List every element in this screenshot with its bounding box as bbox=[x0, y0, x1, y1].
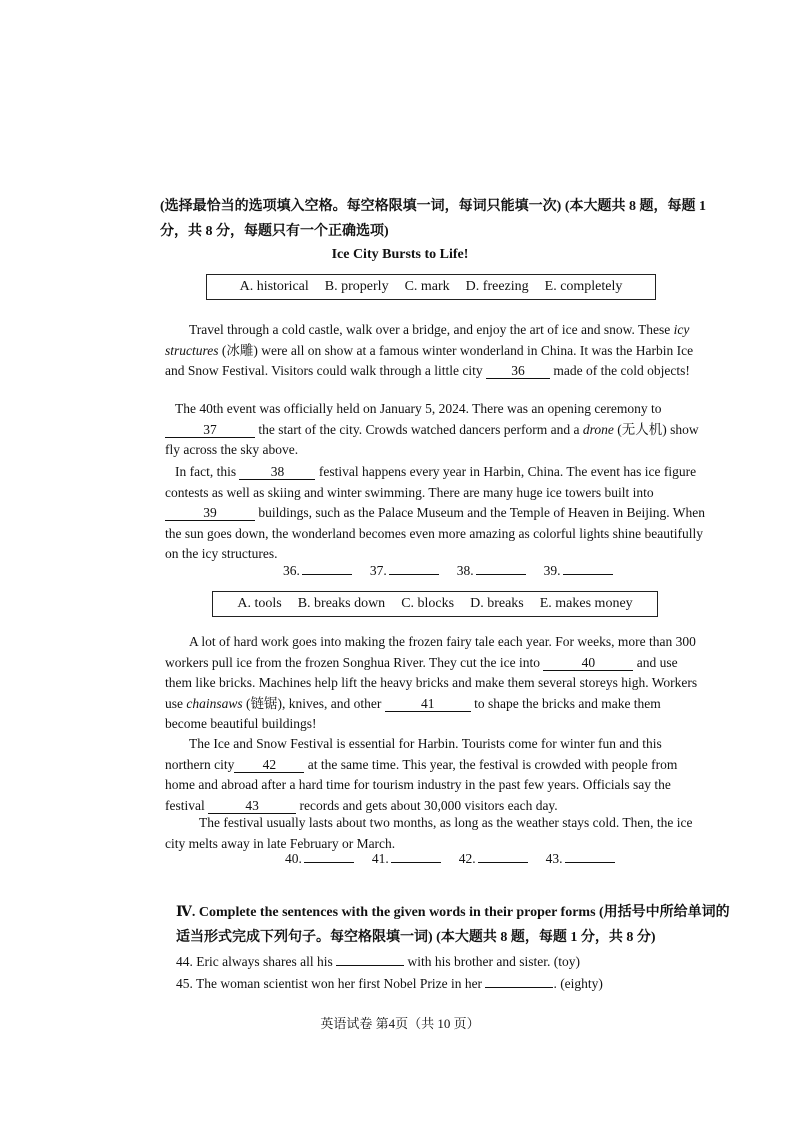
answer-slot: 37. bbox=[370, 562, 439, 579]
blank-43: 43 bbox=[208, 798, 296, 814]
section-4-heading: Ⅳ. Complete the sentences with the given words in their proper forms (用括号中所给单词的适当形式完成下列句子。每空格限填一词) (本大题共 8 题，每题 1 分，共 8 分) bbox=[176, 905, 730, 945]
word-option: C. blocks bbox=[401, 596, 455, 611]
answer-row-1 bbox=[283, 562, 613, 579]
answer-line bbox=[336, 953, 404, 966]
word-option: D. breaks bbox=[470, 596, 524, 611]
blank-42: 42 bbox=[234, 757, 304, 773]
word-option: C. mark bbox=[404, 279, 450, 294]
answer-slot: 43. bbox=[546, 850, 615, 867]
answer-slot: 42. bbox=[459, 850, 528, 867]
paragraph-5: The Ice and Snow Festival is essential for Harbin. Tourists come for winter fun and this northern city 42 at the same time. This year, the festival is crowded with people from home and abroad after a hard time for tourism industry in the past few years. Officials say the festival 43 records and gets about 30,000 visitors each day. bbox=[165, 736, 678, 813]
answer-line bbox=[485, 975, 553, 988]
blank-36: 36 bbox=[486, 363, 550, 379]
question-44: 44. Eric always shares all his with his brother and sister. (toy) bbox=[176, 954, 580, 969]
passage-title: Ice City Bursts to Life! bbox=[331, 247, 469, 262]
answer-slot: 36. bbox=[283, 562, 352, 579]
section-instruction: (选择最恰当的选项填入空格。每空格限填一词，每词只能填一次) (本大题共 8 题，每题 1 分，共 8 分，每题只有一个正确选项) bbox=[160, 199, 706, 239]
word-option: B. breaks down bbox=[297, 596, 386, 611]
paragraph-4: A lot of hard work goes into making the frozen fairy tale each year. For weeks, more than 300 workers pull ice from the frozen Songhua River. They cut the ice into 40 and use them like bricks. Machines help lift the heavy bricks and make them several storeys high. Workers use chainsaws (链锯), knives, and other 41 to shape the bricks and make them become beautiful buildings! bbox=[165, 634, 698, 731]
answer-slot: 38. bbox=[457, 562, 526, 579]
word-option: E. completely bbox=[544, 279, 623, 294]
word-bank-2 bbox=[212, 591, 658, 617]
blank-41: 41 bbox=[385, 696, 471, 712]
blank-39: 39 bbox=[165, 505, 255, 521]
paragraph-6: The festival usually lasts about two months, as long as the weather stays cold. Then, the ice city melts away in late February or March. bbox=[165, 815, 693, 851]
word-option: D. freezing bbox=[465, 279, 529, 294]
word-option: B. properly bbox=[324, 279, 389, 294]
answer-row-2 bbox=[285, 850, 615, 867]
word-option: E. makes money bbox=[539, 596, 633, 611]
answer-slot: 40. bbox=[285, 850, 354, 867]
question-45: 45. The woman scientist won her first Nobel Prize in her . (eighty) bbox=[176, 976, 603, 991]
answer-slot: 39. bbox=[544, 562, 613, 579]
word-bank-1 bbox=[206, 274, 656, 300]
paragraph-1: Travel through a cold castle, walk over a bridge, and enjoy the art of ice and snow. These icy structures (冰雕) were all on show at a famous winter wonderland in China. It was the Harbin Ice and Snow Festival. Visitors could walk through a little city 36 made of the cold objects! bbox=[165, 322, 694, 378]
blank-38: 38 bbox=[239, 464, 315, 480]
blank-40: 40 bbox=[543, 655, 633, 671]
paragraph-2: The 40th event was officially held on January 5, 2024. There was an opening ceremony to 37 the start of the city. Crowds watched dancers perform and a drone (无人机) show fly across the sky above. bbox=[165, 401, 699, 457]
answer-slot: 41. bbox=[372, 850, 441, 867]
word-option: A. tools bbox=[237, 596, 282, 611]
paragraph-3: In fact, this 38 festival happens every year in Harbin, China. The event has ice figure contests as well as skiing and winter swimming. There are many huge ice towers built into 39 buildings, such as the Palace Museum and the Temple of Heaven in Beijing. When the sun goes down, the wonderland becomes even more amazing as colorful lights shine beautifully on the icy structures. bbox=[165, 464, 705, 561]
blank-37: 37 bbox=[165, 422, 255, 438]
word-option: A. historical bbox=[239, 279, 309, 294]
page-footer: 英语试卷 第4页（共 10 页） bbox=[320, 1016, 480, 1031]
